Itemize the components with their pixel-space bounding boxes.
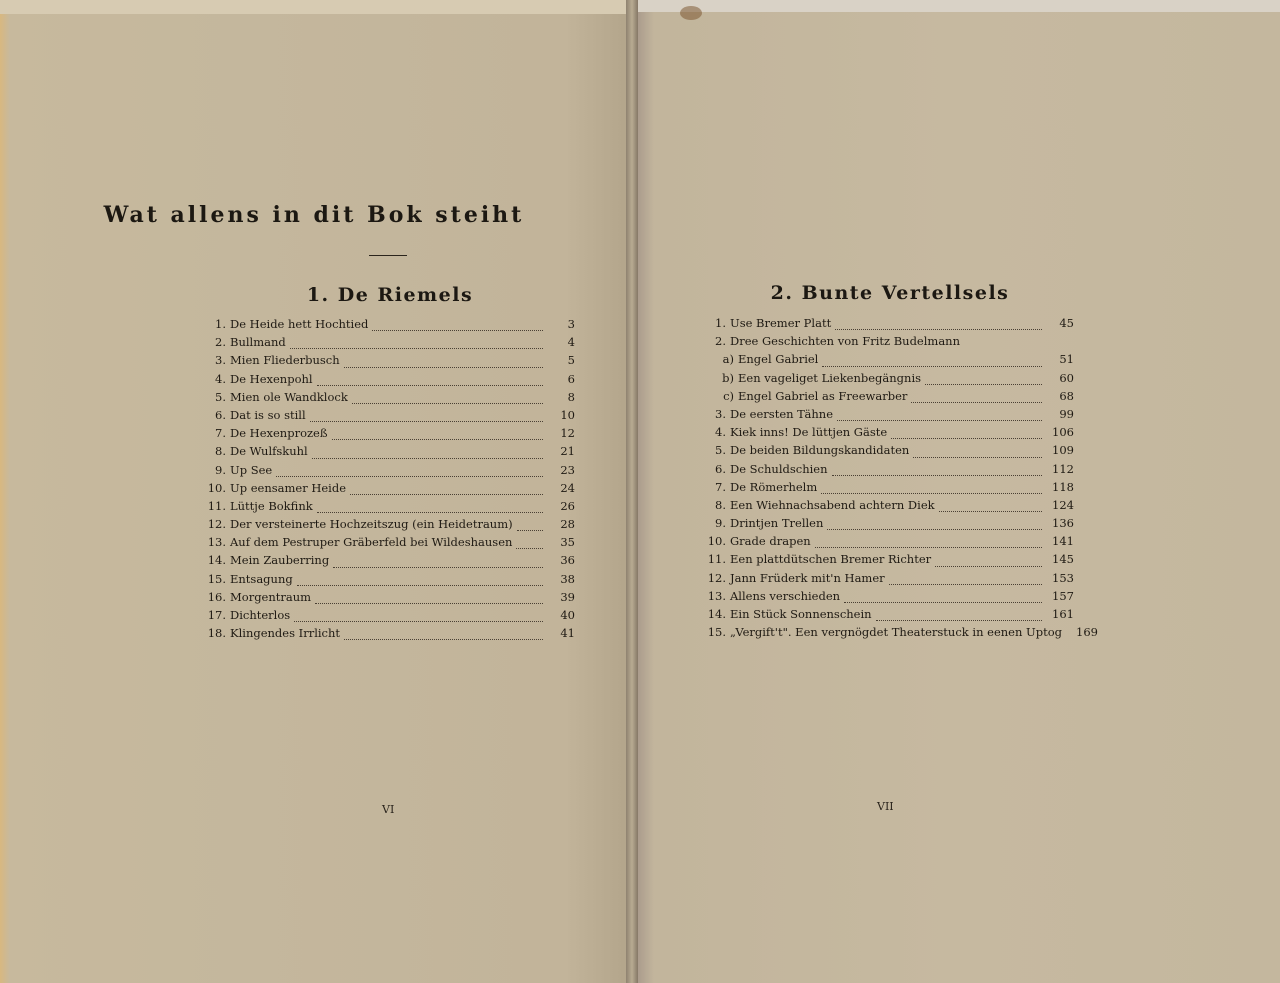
toc-entry-title: Up See — [230, 462, 273, 477]
toc-entry-number: 4. — [215, 371, 226, 386]
toc-entry-number: 6. — [715, 461, 726, 476]
toc-dot-leader — [294, 621, 543, 622]
toc-entry-number: 15. — [207, 571, 226, 586]
toc-entry-number: 4. — [715, 425, 726, 440]
toc-dot-leader — [317, 512, 543, 513]
toc-entry-page: 3 — [567, 317, 575, 331]
toc-dot-leader — [315, 603, 543, 604]
toc-entry-title: Up eensamer Heide — [230, 480, 347, 495]
toc-entry-number: 1. — [215, 317, 226, 331]
toc-dot-leader — [827, 529, 1042, 530]
toc-entry-number: 18. — [207, 626, 226, 641]
toc-dot-leader — [372, 330, 543, 331]
toc-dot-leader — [290, 348, 543, 349]
toc-entry — [200, 353, 575, 371]
toc-entry — [700, 371, 1074, 389]
toc-entry-number: 13. — [707, 588, 726, 603]
toc-entry-number: 2. — [715, 334, 726, 349]
toc-entry-number: 8. — [215, 444, 226, 459]
toc-entry — [700, 407, 1074, 425]
toc-entry-page: 28 — [560, 517, 575, 532]
toc-entry-page: 41 — [560, 626, 575, 641]
toc-entry — [200, 626, 575, 644]
paper-stain — [680, 6, 702, 20]
toc-dot-leader — [310, 421, 543, 422]
toc-dot-leader — [312, 458, 543, 459]
toc-dot-leader — [815, 547, 1042, 548]
toc-entry — [700, 534, 1074, 552]
toc-dot-leader — [332, 439, 543, 440]
toc-entry-title: Engel Gabriel — [738, 352, 819, 367]
toc-entry — [200, 463, 575, 481]
toc-left-list — [200, 317, 575, 644]
toc-entry-page: 24 — [560, 480, 575, 495]
toc-entry-page: 23 — [560, 462, 575, 477]
toc-entry-page: 38 — [560, 571, 575, 586]
toc-entry — [700, 462, 1074, 480]
toc-entry-number: 5. — [715, 443, 726, 458]
toc-entry-number: 3. — [715, 406, 726, 421]
toc-dot-leader — [835, 329, 1042, 330]
toc-entry-number: a) — [722, 352, 734, 367]
toc-entry-number: 3. — [215, 353, 226, 368]
toc-entry-number: 12. — [707, 570, 726, 585]
toc-entry-title: Jann Früderk mit'n Hamer — [730, 570, 885, 585]
toc-dot-leader — [832, 475, 1043, 476]
toc-dot-leader — [517, 530, 543, 531]
toc-entry-title: Morgentraum — [230, 589, 312, 604]
page-number-left: VI — [382, 803, 395, 816]
toc-entry — [200, 390, 575, 408]
toc-entry-title: Een Wiehnachsabend achtern Diek — [730, 497, 935, 512]
toc-entry — [700, 352, 1074, 370]
toc-entry — [200, 499, 575, 517]
toc-dot-leader — [344, 367, 543, 368]
toc-entry — [200, 572, 575, 590]
toc-entry-number: 10. — [207, 480, 226, 495]
toc-entry — [200, 608, 575, 626]
toc-entry-number: 13. — [207, 535, 226, 550]
toc-entry-number: 14. — [707, 607, 726, 621]
toc-entry-page: 136 — [1052, 516, 1074, 531]
toc-entry — [200, 517, 575, 535]
toc-entry — [700, 334, 1074, 352]
toc-entry-number: 12. — [207, 517, 226, 532]
toc-entry-page: 60 — [1059, 370, 1074, 385]
toc-dot-leader — [352, 403, 543, 404]
toc-entry — [200, 335, 575, 353]
toc-entry-title: Een vageliget Liekenbegängnis — [738, 370, 922, 385]
toc-entry-title: Bullmand — [230, 335, 286, 350]
book-contents-title: Wat allens in dit Bok steiht — [103, 202, 525, 228]
toc-entry-page: 124 — [1052, 497, 1074, 512]
toc-entry-page: 5 — [567, 353, 575, 368]
toc-entry-number: 7. — [215, 426, 226, 441]
toc-entry-title: Entsagung — [230, 571, 293, 586]
toc-entry — [700, 607, 1074, 625]
toc-entry — [700, 498, 1074, 516]
toc-entry-title: Drintjen Trellen — [730, 516, 824, 531]
toc-entry-number: c) — [723, 388, 734, 403]
toc-entry-page: 118 — [1052, 479, 1074, 494]
toc-entry-number: 1. — [715, 316, 726, 330]
toc-entry-page: 21 — [560, 444, 575, 459]
toc-entry-page: 45 — [1059, 316, 1074, 330]
toc-entry-number: 7. — [715, 479, 726, 494]
toc-entry-title: Kiek inns! De lüttjen Gäste — [730, 425, 888, 440]
toc-entry-page: 157 — [1052, 588, 1074, 603]
toc-entry — [700, 571, 1074, 589]
toc-entry-number: 5. — [215, 389, 226, 404]
toc-entry-page: 12 — [560, 426, 575, 441]
toc-entry-number: 17. — [207, 608, 226, 622]
toc-entry-title: Engel Gabriel as Freewarber — [738, 388, 908, 403]
toc-entry-page: 40 — [560, 608, 575, 622]
toc-entry-title: Der versteinerte Hochzeitszug (ein Heidetraum) — [230, 517, 513, 532]
toc-entry-title: Ein Stück Sonnenschein — [730, 607, 872, 621]
toc-dot-leader — [844, 602, 1042, 603]
toc-entry-page: 51 — [1059, 352, 1074, 367]
toc-entry — [700, 425, 1074, 443]
toc-entry — [200, 317, 575, 335]
toc-dot-leader — [821, 493, 1042, 494]
toc-entry-page: 169 — [1076, 625, 1098, 640]
toc-dot-leader — [333, 567, 543, 568]
toc-entry-number: 15. — [707, 625, 726, 640]
toc-entry-number: 16. — [207, 589, 226, 604]
toc-entry-page: 68 — [1059, 388, 1074, 403]
toc-dot-leader — [925, 384, 1042, 385]
toc-entry-title: De Hexenprozeß — [230, 426, 328, 441]
toc-entry-title: Use Bremer Platt — [730, 316, 832, 330]
toc-entry-page: 109 — [1052, 443, 1074, 458]
toc-dot-leader — [876, 620, 1042, 621]
toc-entry — [700, 443, 1074, 461]
toc-dot-leader — [317, 385, 543, 386]
toc-entry — [200, 372, 575, 390]
toc-entry-title: De Wulfskuhl — [230, 444, 308, 459]
toc-entry — [200, 590, 575, 608]
toc-dot-leader — [891, 438, 1042, 439]
toc-entry-title: „Vergift't". Een vergnögdet Theaterstuck in eenen Uptog — [730, 625, 1062, 640]
toc-entry-page: 26 — [560, 498, 575, 513]
toc-entry — [700, 552, 1074, 570]
section-heading-riemels: 1. De Riemels — [306, 284, 474, 306]
toc-entry-number: 11. — [707, 552, 726, 567]
toc-entry — [700, 480, 1074, 498]
title-rule — [369, 255, 407, 256]
toc-entry-title: Klingendes Irrlicht — [230, 626, 341, 641]
toc-entry — [700, 589, 1074, 607]
toc-entry-title: De Schuldschien — [730, 461, 828, 476]
toc-entry — [200, 444, 575, 462]
toc-dot-leader — [516, 548, 543, 549]
toc-dot-leader — [939, 511, 1042, 512]
toc-entry-page: 36 — [560, 553, 575, 568]
toc-entry-page: 6 — [567, 371, 575, 386]
toc-entry-page: 161 — [1052, 607, 1074, 621]
toc-entry-number: 2. — [215, 335, 226, 350]
toc-entry-number: 9. — [215, 462, 226, 477]
toc-dot-leader — [297, 585, 543, 586]
toc-entry-page: 10 — [560, 407, 575, 422]
toc-entry-page: 8 — [567, 389, 575, 404]
toc-entry-title: Mien Fliederbusch — [230, 353, 340, 368]
section-heading-vertellsels: 2. Bunte Vertellsels — [770, 282, 1010, 304]
toc-entry-title: Allens verschieden — [730, 588, 841, 603]
toc-dot-leader — [344, 639, 543, 640]
toc-dot-leader — [837, 420, 1042, 421]
toc-entry-number: 9. — [715, 516, 726, 531]
toc-entry-page: 145 — [1052, 552, 1074, 567]
toc-entry-title: Mein Zauberring — [230, 553, 330, 568]
toc-entry — [200, 426, 575, 444]
toc-entry-title: Dree Geschichten von Fritz Budelmann — [730, 334, 960, 349]
toc-entry-number: 14. — [207, 553, 226, 568]
toc-entry-title: De Römerhelm — [730, 479, 818, 494]
toc-entry — [700, 625, 1098, 643]
toc-entry-title: De beiden Bildungskandidaten — [730, 443, 910, 458]
toc-dot-leader — [935, 566, 1042, 567]
toc-dot-leader — [889, 584, 1042, 585]
toc-entry-page: 112 — [1052, 461, 1074, 476]
toc-entry-number: 10. — [707, 534, 726, 549]
toc-entry — [200, 553, 575, 571]
toc-entry — [700, 316, 1074, 334]
toc-entry-title: Grade drapen — [730, 534, 811, 549]
toc-right-list — [700, 316, 1098, 643]
toc-entry-title: De Hexenpohl — [230, 371, 313, 386]
toc-entry-title: De eersten Tähne — [730, 406, 833, 421]
toc-dot-leader — [276, 476, 543, 477]
toc-entry-page: 39 — [560, 589, 575, 604]
toc-entry-title: Dat is so still — [230, 407, 306, 422]
toc-entry-title: Een plattdütschen Bremer Richter — [730, 552, 932, 567]
page-number-right: VII — [877, 800, 894, 813]
toc-entry-page: 141 — [1052, 534, 1074, 549]
toc-entry-page: 35 — [560, 535, 575, 550]
toc-entry-page: 153 — [1052, 570, 1074, 585]
toc-entry-number: 6. — [215, 407, 226, 422]
toc-entry-page: 4 — [567, 335, 575, 350]
toc-dot-leader — [911, 402, 1042, 403]
toc-entry-title: Auf dem Pestruper Gräberfeld bei Wildeshausen — [230, 535, 513, 550]
toc-entry — [700, 516, 1074, 534]
toc-entry-title: De Heide hett Hochtied — [230, 317, 369, 331]
toc-dot-leader — [913, 457, 1042, 458]
toc-entry-title: Mien ole Wandklock — [230, 389, 348, 404]
toc-entry-title: Dichterlos — [230, 608, 291, 622]
book-gutter — [626, 0, 638, 983]
toc-dot-leader — [822, 366, 1042, 367]
toc-entry — [700, 389, 1074, 407]
toc-entry-page: 99 — [1059, 406, 1074, 421]
toc-entry-number: b) — [722, 370, 734, 385]
toc-entry — [200, 481, 575, 499]
toc-entry-page: 106 — [1052, 425, 1074, 440]
toc-entry-number: 11. — [207, 498, 226, 513]
toc-dot-leader — [350, 494, 543, 495]
toc-entry-title: Lüttje Bokfink — [230, 498, 313, 513]
toc-entry — [200, 535, 575, 553]
toc-entry-number: 8. — [715, 497, 726, 512]
toc-entry — [200, 408, 575, 426]
